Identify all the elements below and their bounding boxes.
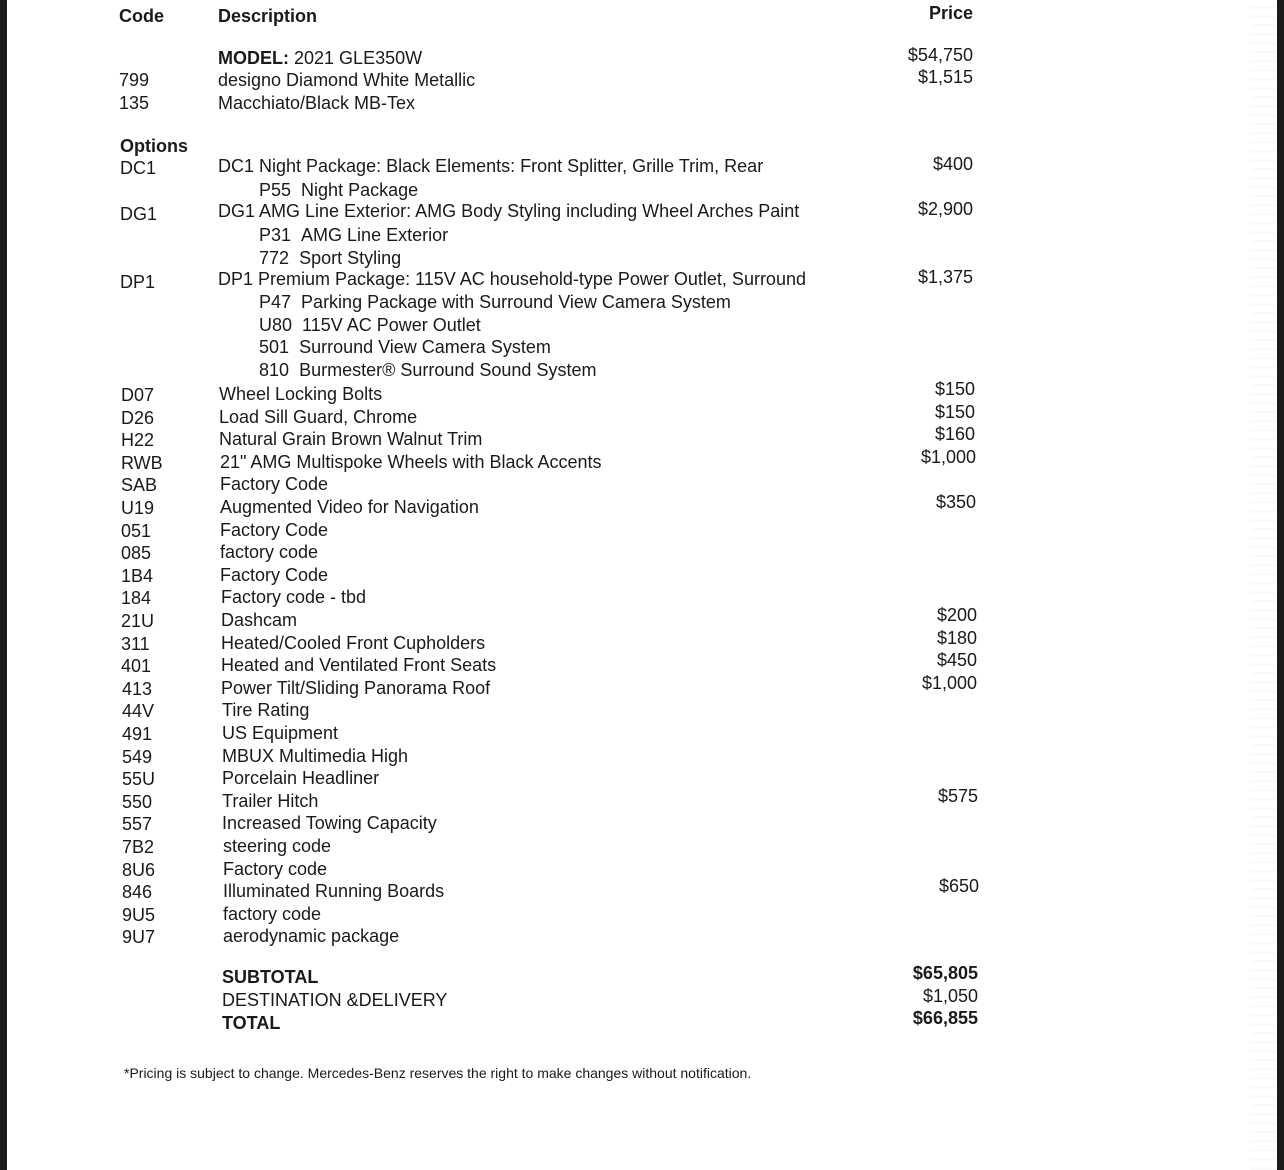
option-description: Illuminated Running Boards xyxy=(223,881,445,901)
option-price: $150 xyxy=(934,379,975,399)
model-line xyxy=(218,47,422,69)
sub-item-description: AMG Line Exterior xyxy=(301,225,449,245)
option-code: 9U5 xyxy=(122,905,156,925)
base-item-description: designo Diamond White Metallic xyxy=(218,70,476,90)
sub-item-code: 772 xyxy=(259,248,290,268)
sub-item-code: 501 xyxy=(259,337,290,357)
option-price: $1,000 xyxy=(920,447,976,467)
option-code: 8U6 xyxy=(122,860,156,880)
description-column-header: Description xyxy=(218,6,318,26)
option-code: 491 xyxy=(122,724,153,744)
package-code: DG1 xyxy=(120,204,158,224)
option-code: 9U7 xyxy=(122,927,156,947)
option-code: 085 xyxy=(121,543,152,563)
option-code: U19 xyxy=(121,498,155,518)
option-code: 311 xyxy=(121,634,150,654)
option-description: Tire Rating xyxy=(222,700,310,720)
sub-item xyxy=(259,291,731,313)
total-value: $66,855 xyxy=(912,1008,978,1028)
package-code: DP1 xyxy=(120,272,156,292)
option-code: 21U xyxy=(121,611,155,631)
option-description: steering code xyxy=(223,836,332,856)
package-price: $2,900 xyxy=(917,199,973,219)
pricing-footnote: *Pricing is subject to change. Mercedes-Benz reserves the right to make changes without notification. xyxy=(124,1065,752,1081)
option-price: $1,000 xyxy=(921,673,977,693)
price-column-header: Price xyxy=(929,3,974,23)
scan-right-edge xyxy=(1277,0,1284,1170)
option-description: Porcelain Headliner xyxy=(222,768,380,788)
option-price: $575 xyxy=(937,786,978,806)
scan-left-edge xyxy=(0,0,7,1170)
sub-item xyxy=(259,336,551,358)
sub-item-description: Burmester® Surround Sound System xyxy=(299,360,597,380)
option-code: 401 xyxy=(121,656,152,676)
option-description: Heated and Ventilated Front Seats xyxy=(221,655,497,675)
code-column-header: Code xyxy=(119,6,164,26)
option-description: Dashcam xyxy=(221,610,298,630)
option-description: aerodynamic package xyxy=(223,926,400,946)
destination-value: $1,050 xyxy=(922,986,978,1006)
base-item-description: Macchiato/Black MB-Tex xyxy=(218,93,416,113)
sub-item xyxy=(259,359,596,381)
option-description: Natural Grain Brown Walnut Trim xyxy=(219,429,483,449)
option-description: factory code xyxy=(223,904,322,924)
sub-item-code: P47 xyxy=(259,292,292,312)
package-price: $400 xyxy=(932,154,973,174)
options-heading: Options xyxy=(120,136,188,156)
scan-speckle xyxy=(1250,0,1276,1170)
option-code: 051 xyxy=(121,521,152,541)
sub-item-code: U80 xyxy=(259,315,293,335)
package-price: $1,375 xyxy=(917,267,973,287)
sub-item-description: Surround View Camera System xyxy=(299,337,551,357)
option-description: Factory code xyxy=(223,859,328,879)
option-description: Heated/Cooled Front Cupholders xyxy=(221,633,486,653)
option-description: Factory Code xyxy=(220,565,329,585)
option-code: 413 xyxy=(122,679,153,699)
subtotal-value: $65,805 xyxy=(912,963,978,983)
sub-item-description: Parking Package with Surround View Camera System xyxy=(301,292,731,312)
option-description: Increased Towing Capacity xyxy=(222,813,437,833)
model-price: $54,750 xyxy=(907,45,973,65)
option-code: 7B2 xyxy=(122,837,155,857)
sub-item xyxy=(259,179,418,201)
sub-item xyxy=(259,247,401,269)
option-price: $450 xyxy=(936,650,977,670)
sub-item-description: 115V AC Power Outlet xyxy=(302,315,481,335)
option-price: $200 xyxy=(936,605,977,625)
sub-item xyxy=(259,314,481,336)
option-code: 184 xyxy=(121,588,152,608)
base-item-price: $1,515 xyxy=(917,67,973,87)
subtotal-label: SUBTOTAL xyxy=(222,967,319,987)
option-code: 550 xyxy=(122,792,153,812)
option-code: D26 xyxy=(121,408,155,428)
option-price: $650 xyxy=(938,876,979,896)
option-code: 557 xyxy=(122,814,153,834)
option-code: H22 xyxy=(121,430,155,450)
option-price: $350 xyxy=(935,492,976,512)
option-price: $180 xyxy=(936,628,977,648)
option-code: D07 xyxy=(121,385,155,405)
option-price: $160 xyxy=(934,424,975,444)
option-description: Factory Code xyxy=(220,474,329,494)
option-code: 1B4 xyxy=(121,566,154,586)
option-description: Factory Code xyxy=(220,520,329,540)
option-code: 549 xyxy=(122,747,153,767)
destination-label: DESTINATION &DELIVERY xyxy=(222,990,448,1010)
option-price: $150 xyxy=(934,402,975,422)
option-code: 846 xyxy=(122,882,153,902)
option-code: RWB xyxy=(121,453,163,473)
option-code: 55U xyxy=(122,769,156,789)
total-label: TOTAL xyxy=(222,1013,281,1033)
option-description: Wheel Locking Bolts xyxy=(219,384,383,404)
option-description: Augmented Video for Navigation xyxy=(220,497,479,517)
option-description: Power Tilt/Sliding Panorama Roof xyxy=(221,678,491,698)
package-code: DC1 xyxy=(120,158,157,178)
option-description: Load Sill Guard, Chrome xyxy=(219,407,418,427)
sub-item xyxy=(259,224,448,246)
option-description: Factory code - tbd xyxy=(221,587,367,607)
model-label: MODEL: xyxy=(218,48,289,68)
option-description: US Equipment xyxy=(222,723,339,743)
option-description: Trailer Hitch xyxy=(222,791,319,811)
sub-item-code: P55 xyxy=(259,180,292,200)
sub-item-description: Sport Styling xyxy=(299,248,402,268)
package-description: DP1 Premium Package: 115V AC household-type Power Outlet, Surround xyxy=(218,269,806,289)
option-description: factory code xyxy=(220,542,319,562)
model-value: 2021 GLE350W xyxy=(294,48,423,68)
sub-item-code: P31 xyxy=(259,225,292,245)
package-description: DC1 Night Package: Black Elements: Front Splitter, Grille Trim, Rear xyxy=(218,156,764,176)
option-description: MBUX Multimedia High xyxy=(222,746,409,766)
option-code: SAB xyxy=(121,475,158,495)
option-description: 21" AMG Multispoke Wheels with Black Accents xyxy=(220,452,602,472)
option-code: 44V xyxy=(122,701,155,721)
sub-item-description: Night Package xyxy=(301,180,419,200)
base-item-code: 799 xyxy=(119,70,150,90)
sub-item-code: 810 xyxy=(259,360,290,380)
package-description: DG1 AMG Line Exterior: AMG Body Styling including Wheel Arches Paint xyxy=(218,201,800,221)
base-item-code: 135 xyxy=(119,93,150,113)
